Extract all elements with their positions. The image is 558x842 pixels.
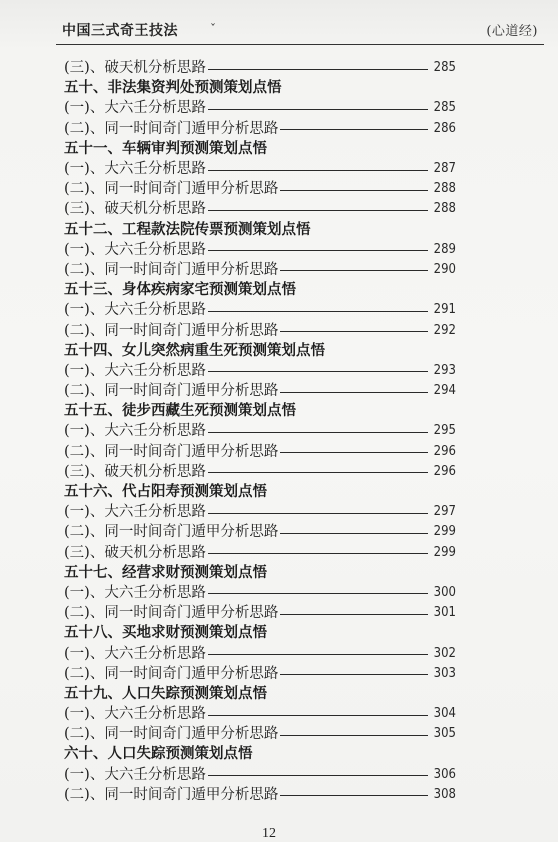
toc-entry (64, 98, 456, 118)
toc-leader-line (280, 392, 428, 393)
toc-section-title: 五十、非法集资判处预测策划点悟 (64, 79, 282, 97)
toc-entry-title: (一)、大六壬分析思路 (64, 241, 206, 258)
toc-section (64, 684, 456, 704)
toc-entry (64, 421, 456, 441)
toc-leader-line (208, 593, 428, 594)
toc-entry-title: (二)、同一时间奇门遁甲分析思路 (64, 524, 279, 541)
toc-entry-title: (一)、大六壬分析思路 (64, 766, 206, 783)
toc-section-title: 五十一、车辆审判预测策划点悟 (64, 139, 267, 157)
toc-entry-title: (三)、破天机分析思路 (64, 201, 206, 218)
toc-page-number: 290 (433, 261, 456, 277)
toc-entry-title: (三)、破天机分析思路 (64, 544, 206, 561)
toc-entry (64, 522, 456, 542)
toc-entry-title: (二)、同一时间奇门遁甲分析思路 (64, 605, 279, 622)
toc-page-number: 299 (433, 524, 456, 540)
toc-entry (64, 765, 456, 785)
toc-section (64, 280, 456, 300)
toc-section-title: 五十五、徒步西藏生死预测策划点悟 (64, 402, 296, 420)
toc-page-number: 296 (433, 463, 456, 479)
toc-entry (64, 320, 456, 340)
toc-entry (64, 704, 456, 724)
toc-page-number: 300 (433, 584, 456, 600)
toc-page-number: 305 (433, 726, 456, 742)
toc-page-number: 286 (433, 120, 456, 136)
toc-entry (64, 442, 456, 462)
toc-page-number: 296 (433, 443, 456, 459)
toc-leader-line (208, 553, 428, 554)
toc-section (64, 623, 456, 643)
toc-entry-title: (二)、同一时间奇门遁甲分析思路 (64, 786, 279, 803)
toc-section (64, 482, 456, 502)
toc-leader-line (280, 452, 428, 453)
table-of-contents (64, 58, 456, 805)
toc-entry-title: (二)、同一时间奇门遁甲分析思路 (64, 120, 279, 137)
toc-leader-line (208, 371, 428, 372)
toc-entry (64, 159, 456, 179)
toc-entry-title: (一)、大六壬分析思路 (64, 423, 206, 440)
toc-leader-line (208, 654, 428, 655)
toc-page-number: 301 (433, 605, 456, 621)
book-title: 中国三式奇王技法 (62, 23, 178, 39)
toc-entry (64, 543, 456, 563)
toc-section (64, 341, 456, 361)
toc-leader-line (208, 170, 428, 171)
toc-leader-line (208, 513, 428, 514)
toc-entry-title: (二)、同一时间奇门遁甲分析思路 (64, 443, 279, 460)
toc-page-number: 285 (433, 100, 456, 116)
header-rule (56, 44, 544, 45)
toc-leader-line (280, 270, 428, 271)
toc-entry-title: (二)、同一时间奇门遁甲分析思路 (64, 383, 279, 400)
toc-section (64, 401, 456, 421)
toc-page-number: 287 (433, 161, 456, 177)
toc-section (64, 220, 456, 240)
toc-entry (64, 179, 456, 199)
toc-entry-title: (一)、大六壬分析思路 (64, 100, 206, 117)
toc-section (64, 78, 456, 98)
toc-entry (64, 300, 456, 320)
toc-leader-line (280, 735, 428, 736)
toc-entry-title: (三)、破天机分析思路 (64, 60, 206, 77)
toc-entry-title: (一)、大六壬分析思路 (64, 504, 206, 521)
toc-leader-line (208, 69, 428, 70)
toc-entry (64, 583, 456, 603)
toc-entry-title: (一)、大六壬分析思路 (64, 161, 206, 178)
toc-entry (64, 603, 456, 623)
toc-section-title: 五十七、经营求财预测策划点悟 (64, 563, 267, 581)
toc-page-number: 288 (433, 201, 456, 217)
toc-section-title: 五十二、工程款法院传票预测策划点悟 (64, 220, 311, 238)
toc-entry-title: (三)、破天机分析思路 (64, 463, 206, 480)
toc-entry (64, 664, 456, 684)
toc-page-number: 304 (433, 706, 456, 722)
toc-entry (64, 260, 456, 280)
toc-page-number: 306 (433, 766, 456, 782)
toc-leader-line (208, 311, 428, 312)
toc-page-number: 292 (433, 322, 456, 338)
toc-section-title: 五十九、人口失踪预测策划点悟 (64, 684, 267, 702)
header-right-label: (心道经) (486, 24, 538, 39)
toc-section-title: 五十四、女儿突然病重生死预测策划点悟 (64, 341, 325, 359)
toc-entry-title: (二)、同一时间奇门遁甲分析思路 (64, 665, 279, 682)
toc-entry-title: (二)、同一时间奇门遁甲分析思路 (64, 726, 279, 743)
toc-entry (64, 785, 456, 805)
header-mark: ˇ (210, 22, 216, 36)
toc-section-title: 五十八、买地求财预测策划点悟 (64, 624, 267, 642)
toc-entry (64, 381, 456, 401)
toc-leader-line (208, 715, 428, 716)
toc-entry (64, 361, 456, 381)
toc-page-number: 297 (433, 504, 456, 520)
toc-page-number: 299 (433, 544, 456, 560)
toc-entry-title: (一)、大六壬分析思路 (64, 706, 206, 723)
toc-entry (64, 199, 456, 219)
toc-entry (64, 462, 456, 482)
toc-section-title: 五十三、身体疾病家宅预测策划点悟 (64, 281, 296, 299)
toc-section (64, 139, 456, 159)
toc-page-number: 291 (433, 302, 456, 318)
toc-page-number: 288 (433, 181, 456, 197)
toc-leader-line (280, 190, 428, 191)
toc-entry (64, 119, 456, 139)
toc-entry-title: (二)、同一时间奇门遁甲分析思路 (64, 181, 279, 198)
toc-leader-line (280, 614, 428, 615)
toc-leader-line (280, 129, 428, 130)
toc-section (64, 563, 456, 583)
toc-section-title: 五十六、代占阳寿预测策划点悟 (64, 483, 267, 501)
toc-leader-line (280, 533, 428, 534)
toc-entry (64, 724, 456, 744)
toc-leader-line (208, 210, 428, 211)
toc-section-title: 六十、人口失踪预测策划点悟 (64, 745, 253, 763)
toc-entry (64, 240, 456, 260)
toc-leader-line (208, 109, 428, 110)
toc-page-number: 308 (433, 786, 456, 802)
toc-page-number: 289 (433, 241, 456, 257)
toc-entry-title: (一)、大六壬分析思路 (64, 362, 206, 379)
toc-leader-line (208, 432, 428, 433)
running-header (56, 18, 544, 46)
toc-entry-title: (一)、大六壬分析思路 (64, 645, 206, 662)
toc-entry (64, 643, 456, 663)
toc-leader-line (280, 795, 428, 796)
toc-page-number: 303 (433, 665, 456, 681)
toc-leader-line (208, 472, 428, 473)
toc-page-number: 302 (433, 645, 456, 661)
page-number: 12 (262, 826, 276, 841)
toc-entry-title: (一)、大六壬分析思路 (64, 584, 206, 601)
toc-page-number: 295 (433, 423, 456, 439)
toc-page-number: 285 (433, 60, 456, 76)
toc-page-number: 293 (433, 362, 456, 378)
toc-entry (64, 58, 456, 78)
toc-leader-line (208, 775, 428, 776)
toc-leader-line (208, 250, 428, 251)
toc-leader-line (280, 674, 428, 675)
toc-page-number: 294 (433, 383, 456, 399)
toc-section (64, 744, 456, 764)
toc-leader-line (280, 331, 428, 332)
toc-entry-title: (二)、同一时间奇门遁甲分析思路 (64, 261, 279, 278)
toc-entry (64, 502, 456, 522)
toc-entry-title: (二)、同一时间奇门遁甲分析思路 (64, 322, 279, 339)
toc-entry-title: (一)、大六壬分析思路 (64, 302, 206, 319)
